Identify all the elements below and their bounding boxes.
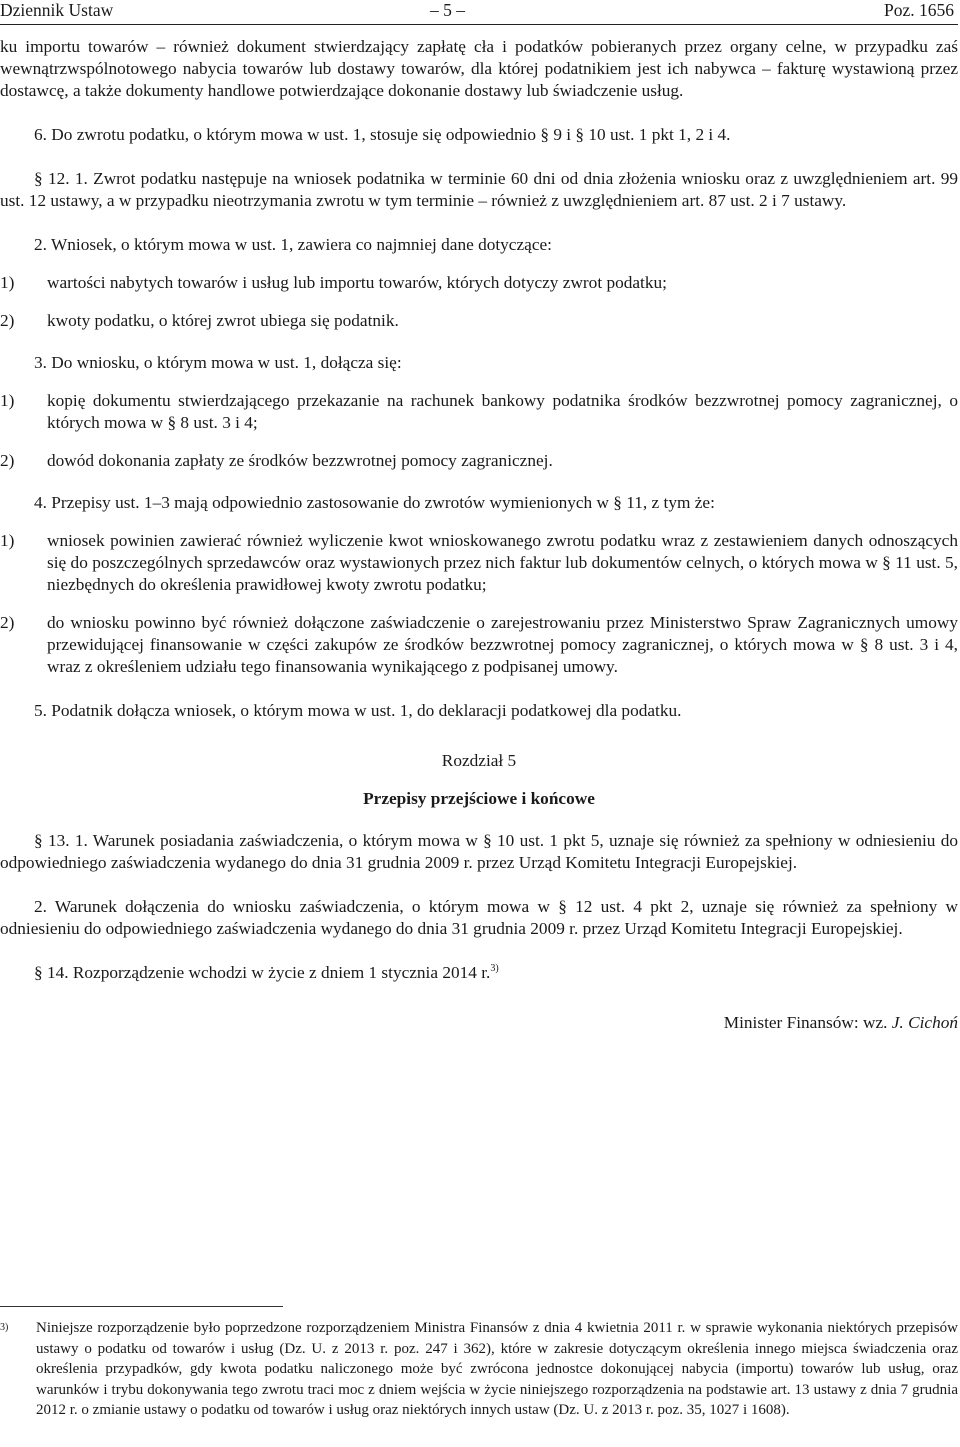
list-item-number: 2)	[0, 451, 15, 470]
list-item-text: kwoty podatku, o której zwrot ubiega się podatnik.	[47, 311, 399, 330]
list-item	[0, 310, 958, 332]
list-item	[0, 612, 958, 678]
list-item-number: 1)	[0, 273, 15, 292]
journal-title: Dziennik Ustaw	[0, 0, 114, 20]
list-item-text: kopię dokumentu stwierdzającego przekazanie na rachunek bankowy podatnika środków bezzwrotnej pomocy zagranicznej, o których mowa w § 8 ust. 3 i 4;	[47, 391, 958, 432]
paragraph-s11-6: 6. Do zwrotu podatku, o którym mowa w ust. 1, stosuje się odpowiednio § 9 i § 10 ust. 1 pkt 1, 2 i 4.	[34, 125, 731, 144]
list-item	[0, 390, 958, 434]
paragraph-s14	[0, 962, 958, 984]
list-item-number: 1)	[0, 391, 15, 410]
footnote	[0, 1318, 958, 1421]
list-item-text: wartości nabytych towarów i usług lub importu towarów, których dotyczy zwrot podatku;	[47, 273, 667, 292]
list-item-number: 2)	[0, 613, 15, 632]
intro-paragraph: ku importu towarów – również dokument stwierdzający zapłatę cła i podatków pobieranych przez organy celne, w przypadku zaś wewnątrzwspólnotowego nabycia towarów lub dostawy towarów, dla której podatnikiem jest ich nabywca – fakturę wystawioną przez dostawcę, a także dokumenty handlowe potwierdzające dokonanie dostawy lub świadczenie usług.	[0, 37, 958, 100]
list-item	[0, 450, 958, 472]
paragraph-s12-4: 4. Przepisy ust. 1–3 mają odpowiednio zastosowanie do zwrotów wymienionych w § 11, z tym że:	[34, 493, 715, 512]
page-number: – 5 –	[430, 0, 465, 20]
list-item	[0, 272, 958, 294]
position-number: Poz. 1656	[884, 0, 954, 20]
footnote-mark: 3)	[0, 1322, 9, 1333]
paragraph-s13-2: 2. Warunek dołączenia do wniosku zaświadczenia, o którym mowa w § 12 ust. 4 pkt 2, uznaje się również za spełniony w odniesieniu do odpowiedniego zaświadczenia wydanego do dnia 31 grudnia 2009 r. przez Urząd Komitetu Integracji Europejskiej.	[0, 897, 958, 938]
signature	[0, 1012, 958, 1034]
signature-name: J. Cichoń	[891, 1013, 958, 1032]
paragraph-s13-1: § 13. 1. Warunek posiadania zaświadczenia, o którym mowa w § 10 ust. 1 pkt 5, uznaje się również za spełniony w odniesieniu do odpowiedniego zaświadczenia wydanego do dnia 31 grudnia 2009 r. przez Urząd Komitetu Integracji Europejskiej.	[0, 831, 958, 872]
paragraph-s12-3: 3. Do wniosku, o którym mowa w ust. 1, dołącza się:	[34, 353, 402, 372]
paragraph-s12-1: § 12. 1. Zwrot podatku następuje na wniosek podatnika w terminie 60 dni od dnia złożenia wniosku oraz z uwzględnieniem art. 99 ust. 12 ustawy, a w przypadku nieotrzymania zwrotu w tym terminie – również z uwzględnieniem art. 87 ust. 2 i 7 ustawy.	[0, 169, 958, 210]
paragraph-s12-2: 2. Wniosek, o którym mowa w ust. 1, zawiera co najmniej dane dotyczące:	[34, 235, 552, 254]
chapter-title: Przepisy przejściowe i końcowe	[363, 789, 595, 808]
signature-prefix: Minister Finansów: wz.	[723, 1013, 892, 1032]
page-header	[0, 0, 958, 25]
list-item-number: 2)	[0, 311, 15, 330]
s14-text: § 14. Rozporządzenie wchodzi w życie z dniem 1 stycznia 2014 r.	[34, 963, 491, 982]
list-item-text: wniosek powinien zawierać również wyliczenie kwot wnioskowanego zwrotu podatku wraz z zestawieniem danych odnoszących się do poszczególnych sprzedawców oraz wystawionych przez nich faktur lub dokumentów celnych, o których mowa w § 11 ust. 5, niezbędnych do określenia prawidłowej kwoty zwrotu podatku;	[47, 531, 958, 594]
list-item-text: do wniosku powinno być również dołączone zaświadczenie o zarejestrowaniu przez Ministerstwo Spraw Zagranicznych umowy przewidującej finansowanie w części zakupów ze środków bezzwrotnej pomocy zagranicznej, o których mowa w § 8 ust. 3 i 4, wraz z określeniem udziału tego finansowania wynikającego z podpisanej umowy.	[47, 613, 958, 676]
list-item-number: 1)	[0, 531, 15, 550]
footnote-divider	[0, 1306, 283, 1307]
chapter-number: Rozdział 5	[441, 751, 517, 770]
document-body	[0, 36, 958, 1034]
footnote-text: Niniejsze rozporządzenie było poprzedzone rozporządzeniem Ministra Finansów z dnia 4 kwietnia 2011 r. w sprawie wykonania niektórych przepisów ustawy o podatku od towarów i usług (Dz. U. z 2013 r. poz. 247 i 362), które w zakresie dotyczącym określenia innego miejsca świadczenia oraz określenia przypadków, gdy kwota podatku naliczonego może być zwrócona jednostce dokonującej nabycia (importu) towarów lub usług, oraz warunków i trybu dokonywania tego zwrotu traci moc z dniem wejścia w życie niniejszego rozporządzenia na podstawie art. 13 ustawy z dnia 7 grudnia 2012 r. o zmianie ustawy o podatku od towarów i usług oraz niektórych innych ustaw (Dz. U. z 2013 r. poz. 35, 1027 i 1608).	[36, 1320, 958, 1419]
paragraph-s12-5: 5. Podatnik dołącza wniosek, o którym mowa w ust. 1, do deklaracji podatkowej dla podatku.	[34, 701, 682, 720]
footnote-reference: 3)	[490, 963, 499, 975]
list-item-text: dowód dokonania zapłaty ze środków bezzwrotnej pomocy zagranicznej.	[47, 451, 553, 470]
list-item	[0, 530, 958, 596]
